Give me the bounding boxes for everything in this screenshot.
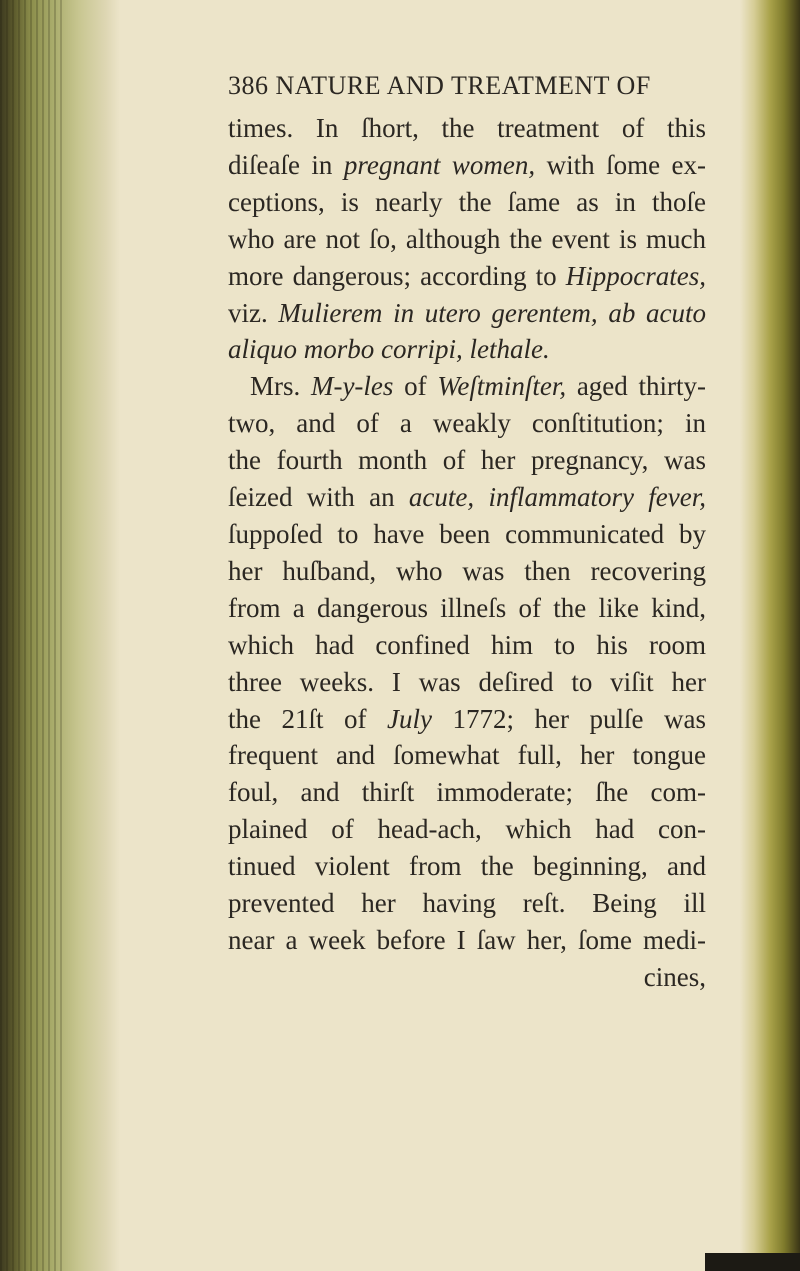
text-segment: from a dangerous illneſs of the like kind, <box>228 592 706 623</box>
text-segment: who are not ſo, although the event is much <box>228 223 706 254</box>
text-line <box>228 368 706 405</box>
text-segment: of <box>393 371 438 402</box>
text-line <box>228 774 706 811</box>
text-segment: 1772; her pulſe was <box>432 703 706 734</box>
text-segment: the 21ſt of <box>228 703 388 734</box>
text-segment: near a week before I ſaw her, ſome medi- <box>228 924 706 955</box>
text-line <box>228 553 706 590</box>
text-segment: viz. <box>228 297 279 328</box>
text-segment: cines, <box>643 961 706 992</box>
text-segment: which had confined him to his room <box>228 629 706 660</box>
running-head: 386 NATURE AND TREATMENT OF <box>228 71 651 100</box>
text-line <box>228 627 706 664</box>
text-segment: frequent and ſomewhat full, her tongue <box>228 740 706 771</box>
text-segment: acute, inflammatory fever, <box>408 482 706 513</box>
text-segment: times. In ſhort, the treatment of this <box>228 113 706 143</box>
text-segment: aged thirty- <box>566 371 706 402</box>
text-line <box>228 701 706 738</box>
text-segment: three weeks. I was deſired to viſit her <box>228 666 706 697</box>
catchword <box>228 959 706 996</box>
text-segment: plained of head-ach, which had con- <box>228 814 706 845</box>
text-line <box>228 258 706 295</box>
text-segment: Mulierem in utero gerentem, ab acuto <box>278 297 706 328</box>
text-line <box>228 184 706 221</box>
text-segment: two, and of a weakly conſtitution; in <box>228 408 706 439</box>
text-segment: the fourth month of her pregnancy, was <box>228 445 706 476</box>
text-segment: more dangerous; according to <box>228 260 566 291</box>
text-line <box>228 885 706 922</box>
text-line <box>228 848 706 885</box>
text-segment: her huſband, who was then recovering <box>228 555 706 586</box>
text-line <box>228 516 706 553</box>
text-segment: pregnant women, <box>343 149 536 180</box>
text-line <box>228 331 706 368</box>
text-segment: Weſtminſter, <box>437 371 567 402</box>
text-line <box>228 295 706 332</box>
text-segment: with ſome ex- <box>535 149 707 180</box>
text-segment: aliquo morbo corripi, lethale. <box>228 334 550 365</box>
text-line <box>228 479 706 516</box>
body-text <box>228 110 708 996</box>
page-edge-bottom <box>705 1253 800 1271</box>
text-segment: tinued violent from the beginning, and <box>228 851 706 882</box>
text-line <box>228 110 706 147</box>
text-segment: Mrs. <box>250 371 311 402</box>
text-line <box>228 147 706 184</box>
text-segment: Hippocrates, <box>565 260 706 291</box>
text-segment: ſeized with an <box>228 482 409 513</box>
text-segment: prevented her having reſt. Being ill <box>228 888 706 919</box>
gutter-shadow <box>0 0 62 1271</box>
text-line <box>228 811 706 848</box>
book-page <box>228 68 708 996</box>
text-line <box>228 442 706 479</box>
text-line <box>228 737 706 774</box>
text-segment: ſuppoſed to have been communicated by <box>228 518 706 549</box>
text-segment: foul, and thirſt immoderate; ſhe com- <box>228 777 706 808</box>
page-edge-right <box>740 0 800 1271</box>
text-segment: July <box>387 703 432 734</box>
text-line <box>228 664 706 701</box>
text-segment: ceptions, is nearly the ſame as in thoſe <box>228 186 706 217</box>
text-segment: M-y-les <box>310 371 394 402</box>
text-line <box>228 405 706 442</box>
text-line <box>228 590 706 627</box>
text-line <box>228 221 706 258</box>
text-segment: diſeaſe in <box>228 149 344 180</box>
text-line <box>228 922 706 959</box>
